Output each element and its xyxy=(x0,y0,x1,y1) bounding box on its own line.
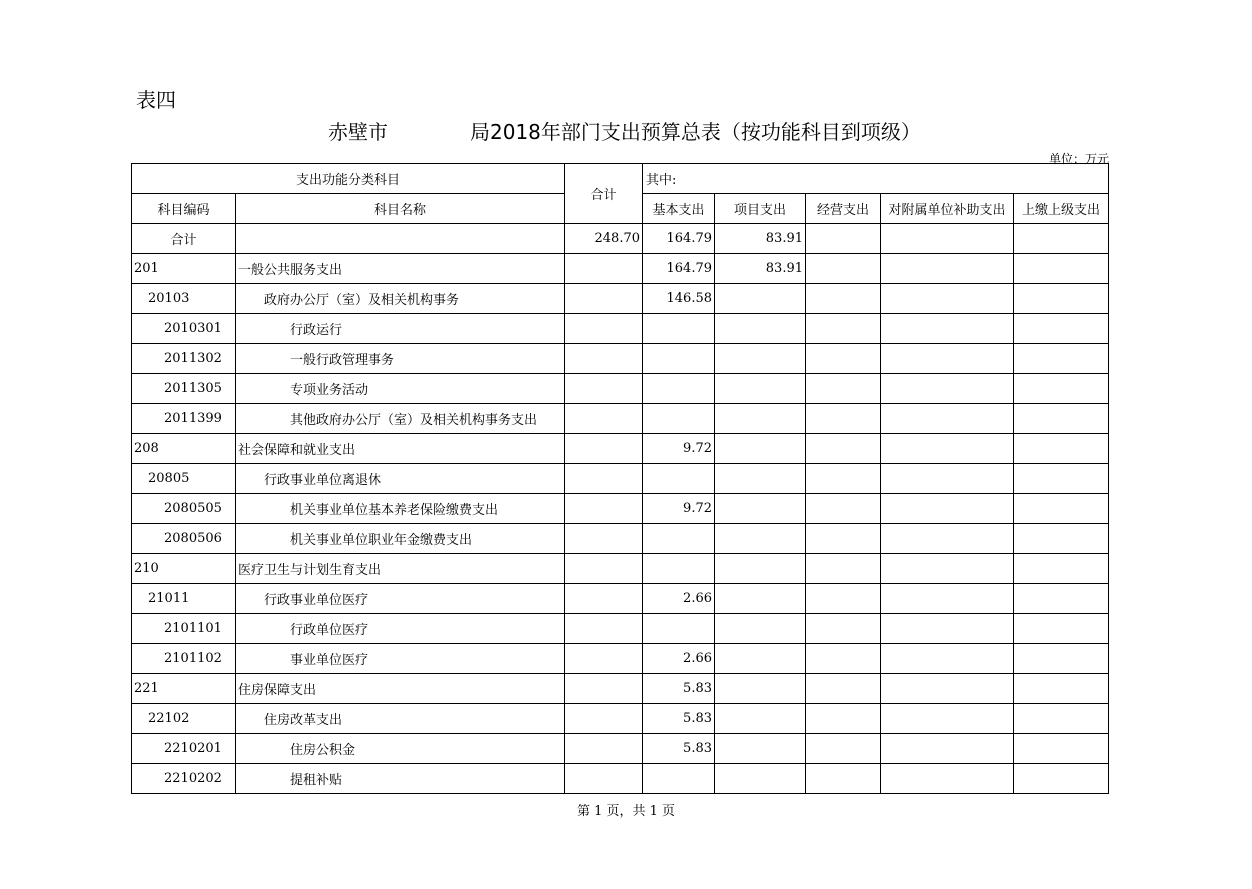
row-operating xyxy=(806,644,881,674)
row-upper xyxy=(1014,584,1109,614)
row-operating xyxy=(806,434,881,464)
header-row-1 xyxy=(132,164,1109,194)
total-row xyxy=(132,224,1109,254)
row-name: 一般行政管理事务 xyxy=(236,344,565,374)
table-row xyxy=(132,344,1109,374)
row-upper xyxy=(1014,404,1109,434)
row-project xyxy=(715,584,806,614)
header-operating: 经营支出 xyxy=(806,194,881,224)
total-row-operating xyxy=(806,224,881,254)
row-basic xyxy=(643,614,715,644)
row-subsidy xyxy=(881,374,1014,404)
row-total xyxy=(565,254,643,284)
table-row xyxy=(132,704,1109,734)
row-project xyxy=(715,704,806,734)
row-basic: 2.66 xyxy=(643,584,715,614)
row-code: 2101102 xyxy=(132,644,236,674)
table-row xyxy=(132,254,1109,284)
table-row xyxy=(132,734,1109,764)
row-operating xyxy=(806,254,881,284)
row-basic: 2.66 xyxy=(643,644,715,674)
row-name: 机关事业单位职业年金缴费支出 xyxy=(236,524,565,554)
row-operating xyxy=(806,554,881,584)
row-subsidy xyxy=(881,554,1014,584)
row-subsidy xyxy=(881,584,1014,614)
table-row xyxy=(132,434,1109,464)
row-name: 行政单位医疗 xyxy=(236,614,565,644)
row-upper xyxy=(1014,434,1109,464)
table-row xyxy=(132,314,1109,344)
header-subsidy: 对附属单位补助支出 xyxy=(881,194,1014,224)
row-operating xyxy=(806,764,881,794)
header-of-which: 其中: xyxy=(643,164,1109,194)
total-row-upper xyxy=(1014,224,1109,254)
table-row xyxy=(132,284,1109,314)
row-operating xyxy=(806,344,881,374)
row-subsidy xyxy=(881,434,1014,464)
row-total xyxy=(565,734,643,764)
header-code: 科目编码 xyxy=(132,194,236,224)
row-basic: 9.72 xyxy=(643,494,715,524)
row-basic xyxy=(643,764,715,794)
total-row-basic: 164.79 xyxy=(643,224,715,254)
table-row xyxy=(132,644,1109,674)
row-basic xyxy=(643,554,715,584)
row-code: 20103 xyxy=(132,284,236,314)
row-code: 2210201 xyxy=(132,734,236,764)
header-name: 科目名称 xyxy=(236,194,565,224)
row-basic: 9.72 xyxy=(643,434,715,464)
row-name: 一般公共服务支出 xyxy=(236,254,565,284)
row-code: 201 xyxy=(132,254,236,284)
row-name: 事业单位医疗 xyxy=(236,644,565,674)
row-total xyxy=(565,644,643,674)
row-code: 20805 xyxy=(132,464,236,494)
row-project: 83.91 xyxy=(715,254,806,284)
row-upper xyxy=(1014,674,1109,704)
row-name: 行政事业单位离退休 xyxy=(236,464,565,494)
row-total xyxy=(565,344,643,374)
row-subsidy xyxy=(881,404,1014,434)
row-name: 社会保障和就业支出 xyxy=(236,434,565,464)
row-upper xyxy=(1014,644,1109,674)
row-subsidy xyxy=(881,734,1014,764)
header-total: 合计 xyxy=(565,164,643,224)
row-name: 提租补贴 xyxy=(236,764,565,794)
row-upper xyxy=(1014,314,1109,344)
row-operating xyxy=(806,674,881,704)
row-upper xyxy=(1014,374,1109,404)
row-basic: 5.83 xyxy=(643,674,715,704)
row-upper xyxy=(1014,284,1109,314)
row-upper xyxy=(1014,704,1109,734)
row-upper xyxy=(1014,464,1109,494)
row-total xyxy=(565,434,643,464)
row-code: 208 xyxy=(132,434,236,464)
row-operating xyxy=(806,614,881,644)
row-subsidy xyxy=(881,614,1014,644)
row-subsidy xyxy=(881,314,1014,344)
table-row xyxy=(132,494,1109,524)
row-total xyxy=(565,464,643,494)
table-row xyxy=(132,374,1109,404)
table-row xyxy=(132,614,1109,644)
row-code: 2101101 xyxy=(132,614,236,644)
table-row xyxy=(132,464,1109,494)
row-code: 2080505 xyxy=(132,494,236,524)
row-code: 2080506 xyxy=(132,524,236,554)
row-name: 行政事业单位医疗 xyxy=(236,584,565,614)
row-operating xyxy=(806,374,881,404)
unit-label: 单位：万元 xyxy=(1048,152,1109,166)
row-code: 21011 xyxy=(132,584,236,614)
header-project: 项目支出 xyxy=(715,194,806,224)
row-code: 2011399 xyxy=(132,404,236,434)
row-total xyxy=(565,764,643,794)
row-project xyxy=(715,734,806,764)
row-code: 2011305 xyxy=(132,374,236,404)
table-row xyxy=(132,674,1109,704)
row-upper xyxy=(1014,524,1109,554)
row-upper xyxy=(1014,254,1109,284)
row-project xyxy=(715,464,806,494)
row-code: 22102 xyxy=(132,704,236,734)
row-total xyxy=(565,494,643,524)
row-operating xyxy=(806,584,881,614)
row-operating xyxy=(806,314,881,344)
table-row xyxy=(132,404,1109,434)
row-total xyxy=(565,584,643,614)
row-name: 住房公积金 xyxy=(236,734,565,764)
row-subsidy xyxy=(881,254,1014,284)
row-code: 210 xyxy=(132,554,236,584)
row-basic: 5.83 xyxy=(643,734,715,764)
row-subsidy xyxy=(881,764,1014,794)
row-name: 机关事业单位基本养老保险缴费支出 xyxy=(236,494,565,524)
total-row-total: 248.70 xyxy=(565,224,643,254)
row-code: 2011302 xyxy=(132,344,236,374)
row-operating xyxy=(806,284,881,314)
total-row-project: 83.91 xyxy=(715,224,806,254)
table-row xyxy=(132,584,1109,614)
row-basic xyxy=(643,374,715,404)
row-project xyxy=(715,494,806,524)
row-basic xyxy=(643,344,715,374)
table-row xyxy=(132,554,1109,584)
row-subsidy xyxy=(881,644,1014,674)
row-basic xyxy=(643,524,715,554)
row-total xyxy=(565,674,643,704)
page-footer: 第 1 页，共 1 页 xyxy=(576,804,676,819)
row-name: 医疗卫生与计划生育支出 xyxy=(236,554,565,584)
table-number-label: 表四 xyxy=(136,88,176,112)
header-category: 支出功能分类科目 xyxy=(132,164,565,194)
row-project xyxy=(715,524,806,554)
row-operating xyxy=(806,494,881,524)
row-subsidy xyxy=(881,674,1014,704)
row-subsidy xyxy=(881,704,1014,734)
row-upper xyxy=(1014,554,1109,584)
total-row-label: 合计 xyxy=(132,224,236,254)
row-project xyxy=(715,554,806,584)
row-basic: 5.83 xyxy=(643,704,715,734)
row-basic: 164.79 xyxy=(643,254,715,284)
budget-table xyxy=(131,163,1109,794)
row-project xyxy=(715,614,806,644)
row-basic xyxy=(643,404,715,434)
row-upper xyxy=(1014,344,1109,374)
row-operating xyxy=(806,704,881,734)
row-basic xyxy=(643,314,715,344)
row-basic xyxy=(643,464,715,494)
row-project xyxy=(715,674,806,704)
row-name: 其他政府办公厅（室）及相关机构事务支出 xyxy=(236,404,565,434)
row-project xyxy=(715,644,806,674)
row-upper xyxy=(1014,494,1109,524)
row-total xyxy=(565,614,643,644)
row-total xyxy=(565,284,643,314)
row-name: 住房保障支出 xyxy=(236,674,565,704)
row-operating xyxy=(806,524,881,554)
total-row-name xyxy=(236,224,565,254)
row-project xyxy=(715,404,806,434)
row-project xyxy=(715,314,806,344)
row-project xyxy=(715,284,806,314)
row-project xyxy=(715,374,806,404)
row-total xyxy=(565,554,643,584)
row-basic: 146.58 xyxy=(643,284,715,314)
row-project xyxy=(715,434,806,464)
row-upper xyxy=(1014,734,1109,764)
row-name: 政府办公厅（室）及相关机构事务 xyxy=(236,284,565,314)
header-basic: 基本支出 xyxy=(643,194,715,224)
row-name: 住房改革支出 xyxy=(236,704,565,734)
row-subsidy xyxy=(881,344,1014,374)
row-subsidy xyxy=(881,524,1014,554)
row-code: 221 xyxy=(132,674,236,704)
row-project xyxy=(715,344,806,374)
row-upper xyxy=(1014,614,1109,644)
row-name: 专项业务活动 xyxy=(236,374,565,404)
row-operating xyxy=(806,464,881,494)
table-body xyxy=(132,254,1109,794)
row-name: 行政运行 xyxy=(236,314,565,344)
table-row xyxy=(132,524,1109,554)
title-city: 赤壁市 xyxy=(328,120,388,144)
row-code: 2010301 xyxy=(132,314,236,344)
row-total xyxy=(565,314,643,344)
row-subsidy xyxy=(881,464,1014,494)
row-total xyxy=(565,704,643,734)
row-upper xyxy=(1014,764,1109,794)
row-total xyxy=(565,404,643,434)
header-upper: 上缴上级支出 xyxy=(1014,194,1109,224)
row-project xyxy=(715,764,806,794)
row-total xyxy=(565,374,643,404)
row-subsidy xyxy=(881,494,1014,524)
total-row-subsidy xyxy=(881,224,1014,254)
row-subsidy xyxy=(881,284,1014,314)
row-operating xyxy=(806,404,881,434)
row-code: 2210202 xyxy=(132,764,236,794)
page-title: 局2018年部门支出预算总表（按功能科目到项级） xyxy=(470,120,921,144)
row-total xyxy=(565,524,643,554)
table-row xyxy=(132,764,1109,794)
row-operating xyxy=(806,734,881,764)
